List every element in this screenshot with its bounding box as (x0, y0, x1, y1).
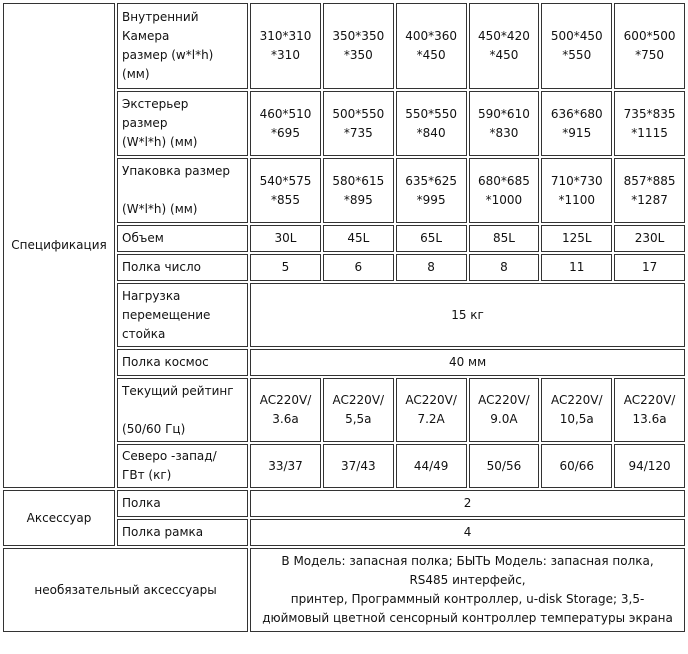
label-shelf-space: Полка космос (117, 349, 248, 376)
cell-current-4: AC220V/ 9.0A (469, 378, 540, 442)
cell-accessory-shelf-value: 2 (250, 490, 685, 517)
group-accessory: Аксессуар (3, 490, 115, 546)
cell-exterior-2: 500*550 *735 (323, 91, 394, 156)
label-accessory-frame: Полка рамка (117, 519, 248, 546)
cell-package-2: 580*615 *895 (323, 158, 394, 223)
cell-inner-2: 350*350 *350 (323, 3, 394, 89)
cell-package-4: 680*685 *1000 (469, 158, 540, 223)
row-inner-chamber-size (3, 3, 685, 89)
cell-package-6: 857*885 *1287 (614, 158, 685, 223)
cell-exterior-6: 735*835 *1115 (614, 91, 685, 156)
cell-package-5: 710*730 *1100 (541, 158, 612, 223)
cell-package-3: 635*625 *995 (396, 158, 467, 223)
cell-volume-5: 125L (541, 225, 612, 252)
cell-shelves-5: 11 (541, 254, 612, 281)
cell-shelves-4: 8 (469, 254, 540, 281)
cell-weight-1: 33/37 (250, 444, 321, 488)
group-optional-accessories: необязательный аксессуары (3, 548, 248, 632)
label-shelf-count: Полка число (117, 254, 248, 281)
cell-volume-3: 65L (396, 225, 467, 252)
label-weight: Северо -запад/ ГВт (кг) (117, 444, 248, 488)
cell-inner-1: 310*310 *310 (250, 3, 321, 89)
row-optional-accessories (3, 548, 685, 632)
cell-exterior-1: 460*510 *695 (250, 91, 321, 156)
cell-inner-6: 600*500 *750 (614, 3, 685, 89)
cell-accessory-frame-value: 4 (250, 519, 685, 546)
cell-exterior-4: 590*610 *830 (469, 91, 540, 156)
cell-inner-3: 400*360 *450 (396, 3, 467, 89)
row-accessory-shelf (3, 490, 685, 517)
cell-optional-accessories-text: В Модель: запасная полка; БЫТЬ Модель: запасная полка, RS485 интерфейс, принтер, Программный контроллер, u-disk Storage; 3,5- дюймовый цветной сенсорный контроллер температуры экрана (250, 548, 685, 632)
cell-current-5: AC220V/ 10,5a (541, 378, 612, 442)
cell-exterior-3: 550*550 *840 (396, 91, 467, 156)
cell-package-1: 540*575 *855 (250, 158, 321, 223)
cell-shelves-3: 8 (396, 254, 467, 281)
label-exterior-size: Экстерьер размер (W*l*h) (мм) (117, 91, 248, 156)
label-current-rating: Текущий рейтинг (50/60 Гц) (117, 378, 248, 442)
cell-load-value: 15 кг (250, 283, 685, 347)
label-accessory-shelf: Полка (117, 490, 248, 517)
label-package-size: Упаковка размер (W*l*h) (мм) (117, 158, 248, 223)
cell-shelves-6: 17 (614, 254, 685, 281)
cell-weight-5: 60/66 (541, 444, 612, 488)
cell-exterior-5: 636*680 *915 (541, 91, 612, 156)
label-volume: Объем (117, 225, 248, 252)
cell-volume-6: 230L (614, 225, 685, 252)
cell-inner-4: 450*420 *450 (469, 3, 540, 89)
specification-table (1, 1, 687, 634)
cell-weight-2: 37/43 (323, 444, 394, 488)
cell-weight-6: 94/120 (614, 444, 685, 488)
group-specification: Спецификация (3, 3, 115, 488)
cell-weight-4: 50/56 (469, 444, 540, 488)
cell-shelf-space-value: 40 мм (250, 349, 685, 376)
label-inner-chamber-size: Внутренний Камера размер (w*l*h) (мм) (117, 3, 248, 89)
cell-current-2: AC220V/ 5,5a (323, 378, 394, 442)
cell-current-6: AC220V/ 13.6a (614, 378, 685, 442)
label-load: Нагрузка перемещение стойка (117, 283, 248, 347)
cell-volume-4: 85L (469, 225, 540, 252)
cell-weight-3: 44/49 (396, 444, 467, 488)
cell-shelves-2: 6 (323, 254, 394, 281)
cell-volume-2: 45L (323, 225, 394, 252)
cell-shelves-1: 5 (250, 254, 321, 281)
cell-current-3: AC220V/ 7.2A (396, 378, 467, 442)
cell-current-1: AC220V/ 3.6a (250, 378, 321, 442)
cell-inner-5: 500*450 *550 (541, 3, 612, 89)
cell-volume-1: 30L (250, 225, 321, 252)
